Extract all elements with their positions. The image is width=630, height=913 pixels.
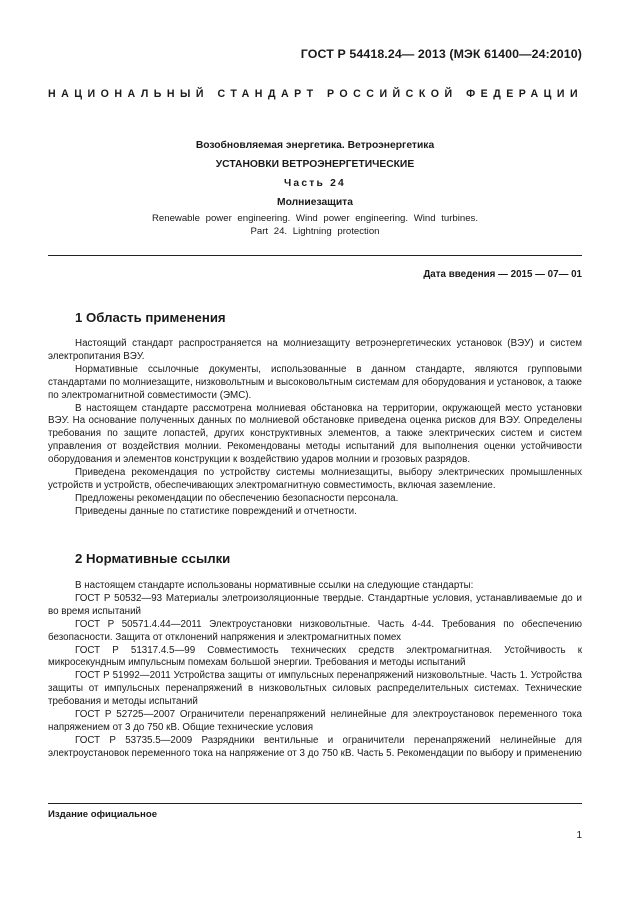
reference-item: ГОСТ Р 53735.5—2009 Разрядники вентильные и ограничители перенапряжений нелинейные для электроустановок переменного тока на напряжение от 3 до 750 кВ. Часть 5. Рекомендации по выбору и применению bbox=[48, 734, 582, 759]
section-2-body bbox=[48, 580, 582, 761]
paragraph: Приведена рекомендация по устройству системы молниезащиты, выбору электрических промышленных устройств и устройств, обеспечивающих электромагнитную совместимость, включая заземление. bbox=[48, 467, 582, 491]
top-divider bbox=[48, 255, 582, 256]
national-standard-heading: НАЦИОНАЛЬНЫЙ СТАНДАРТ РОССИЙСКОЙ ФЕДЕРАЦИИ bbox=[48, 88, 584, 100]
title-block bbox=[48, 136, 582, 238]
title-line-2: УСТАНОВКИ ВЕТРОЭНЕРГЕТИЧЕСКИЕ bbox=[215, 159, 415, 170]
page-number: 1 bbox=[576, 830, 582, 841]
title-subject: Молниезащита bbox=[277, 197, 353, 208]
reference-item: ГОСТ Р 51317.4.5—99 Совместимость технических средств электромагнитная. Устойчивость к микросекундным импульсным помехам большой энергии. Требования и методы испытаний bbox=[48, 644, 582, 669]
paragraph: Нормативные ссылочные документы, использованные в данном стандарте, являются групповыми стандартами по молниезащите, низковольтным и высоковольтным системам для оборудования и установок, а также по электромагнитной совместимости (ЭМС). bbox=[48, 363, 582, 401]
section-1-body bbox=[48, 338, 582, 519]
title-part: Часть 24 bbox=[284, 178, 346, 189]
paragraph: Настоящий стандарт распространяется на молниезащиту ветроэнергетических установок (ВЭУ) и систем электропитания ВЭУ. bbox=[48, 338, 582, 362]
reference-item: ГОСТ Р 50532—93 Материалы элетроизоляционные твердые. Стандартные условия, устанавливаемые до и во время испытаний bbox=[48, 592, 582, 617]
paragraph: В настоящем стандарте рассмотрена молниевая обстановка на территории, окружающей место установки ВЭУ. На основание полученных данных по молниевой обстановке приведена оценка рисков для ВЭУ. Определены требования по защите лопастей, других конструктивных элементов, а также электрических систем и систем управления от воздействия молнии. Рекомендованы методы испытаний для выполнения оценки устойчивости оборудования и элементов конструкции к воздействию ударов молнии и грозовых разрядов. bbox=[48, 402, 582, 466]
paragraph: В настоящем стандарте использованы нормативные ссылки на следующие стандарты: bbox=[75, 580, 474, 591]
section-1-heading: 1 Область применения bbox=[75, 310, 226, 325]
english-title-line-2: Part 24. Lightning protection bbox=[250, 226, 380, 237]
reference-item: ГОСТ Р 52725—2007 Ограничители перенапряжений нелинейные для электроустановок переменного тока напряжением от 3 до 750 кВ. Общие технические условия bbox=[48, 709, 582, 733]
gost-code: ГОСТ Р 54418.24— 2013 (МЭК 61400—24:2010) bbox=[300, 47, 582, 61]
paragraph: Приведены данные по статистике повреждений и отчетности. bbox=[75, 505, 357, 517]
paragraph: Предложены рекомендации по обеспечению безопасности персонала. bbox=[75, 492, 399, 504]
english-title-line-1: Renewable power engineering. Wind power engineering. Wind turbines. bbox=[151, 213, 479, 224]
reference-item: ГОСТ Р 50571.4.44—2011 Электроустановки низковольтные. Часть 4-44. Требования по обеспечению безопасности. Защита от отклонений напряжения и электромагнитных помех bbox=[48, 618, 582, 643]
title-line-1: Возобновляемая энергетика. Ветроэнергетика bbox=[195, 140, 435, 151]
section-2-heading: 2 Нормативные ссылки bbox=[75, 551, 231, 566]
official-edition-label: Издание официальное bbox=[48, 809, 158, 820]
intro-date: Дата введения — 2015 — 07— 01 bbox=[423, 269, 582, 280]
bottom-divider bbox=[48, 803, 582, 804]
reference-item: ГОСТ Р 51992—2011 Устройства защиты от импульсных перенапряжений низковольтные. Часть 1. Устройства защиты от импульсных перенапряжений в низковольтных силовых распределительных системах. Технические требования и методы испытаний bbox=[48, 670, 582, 708]
